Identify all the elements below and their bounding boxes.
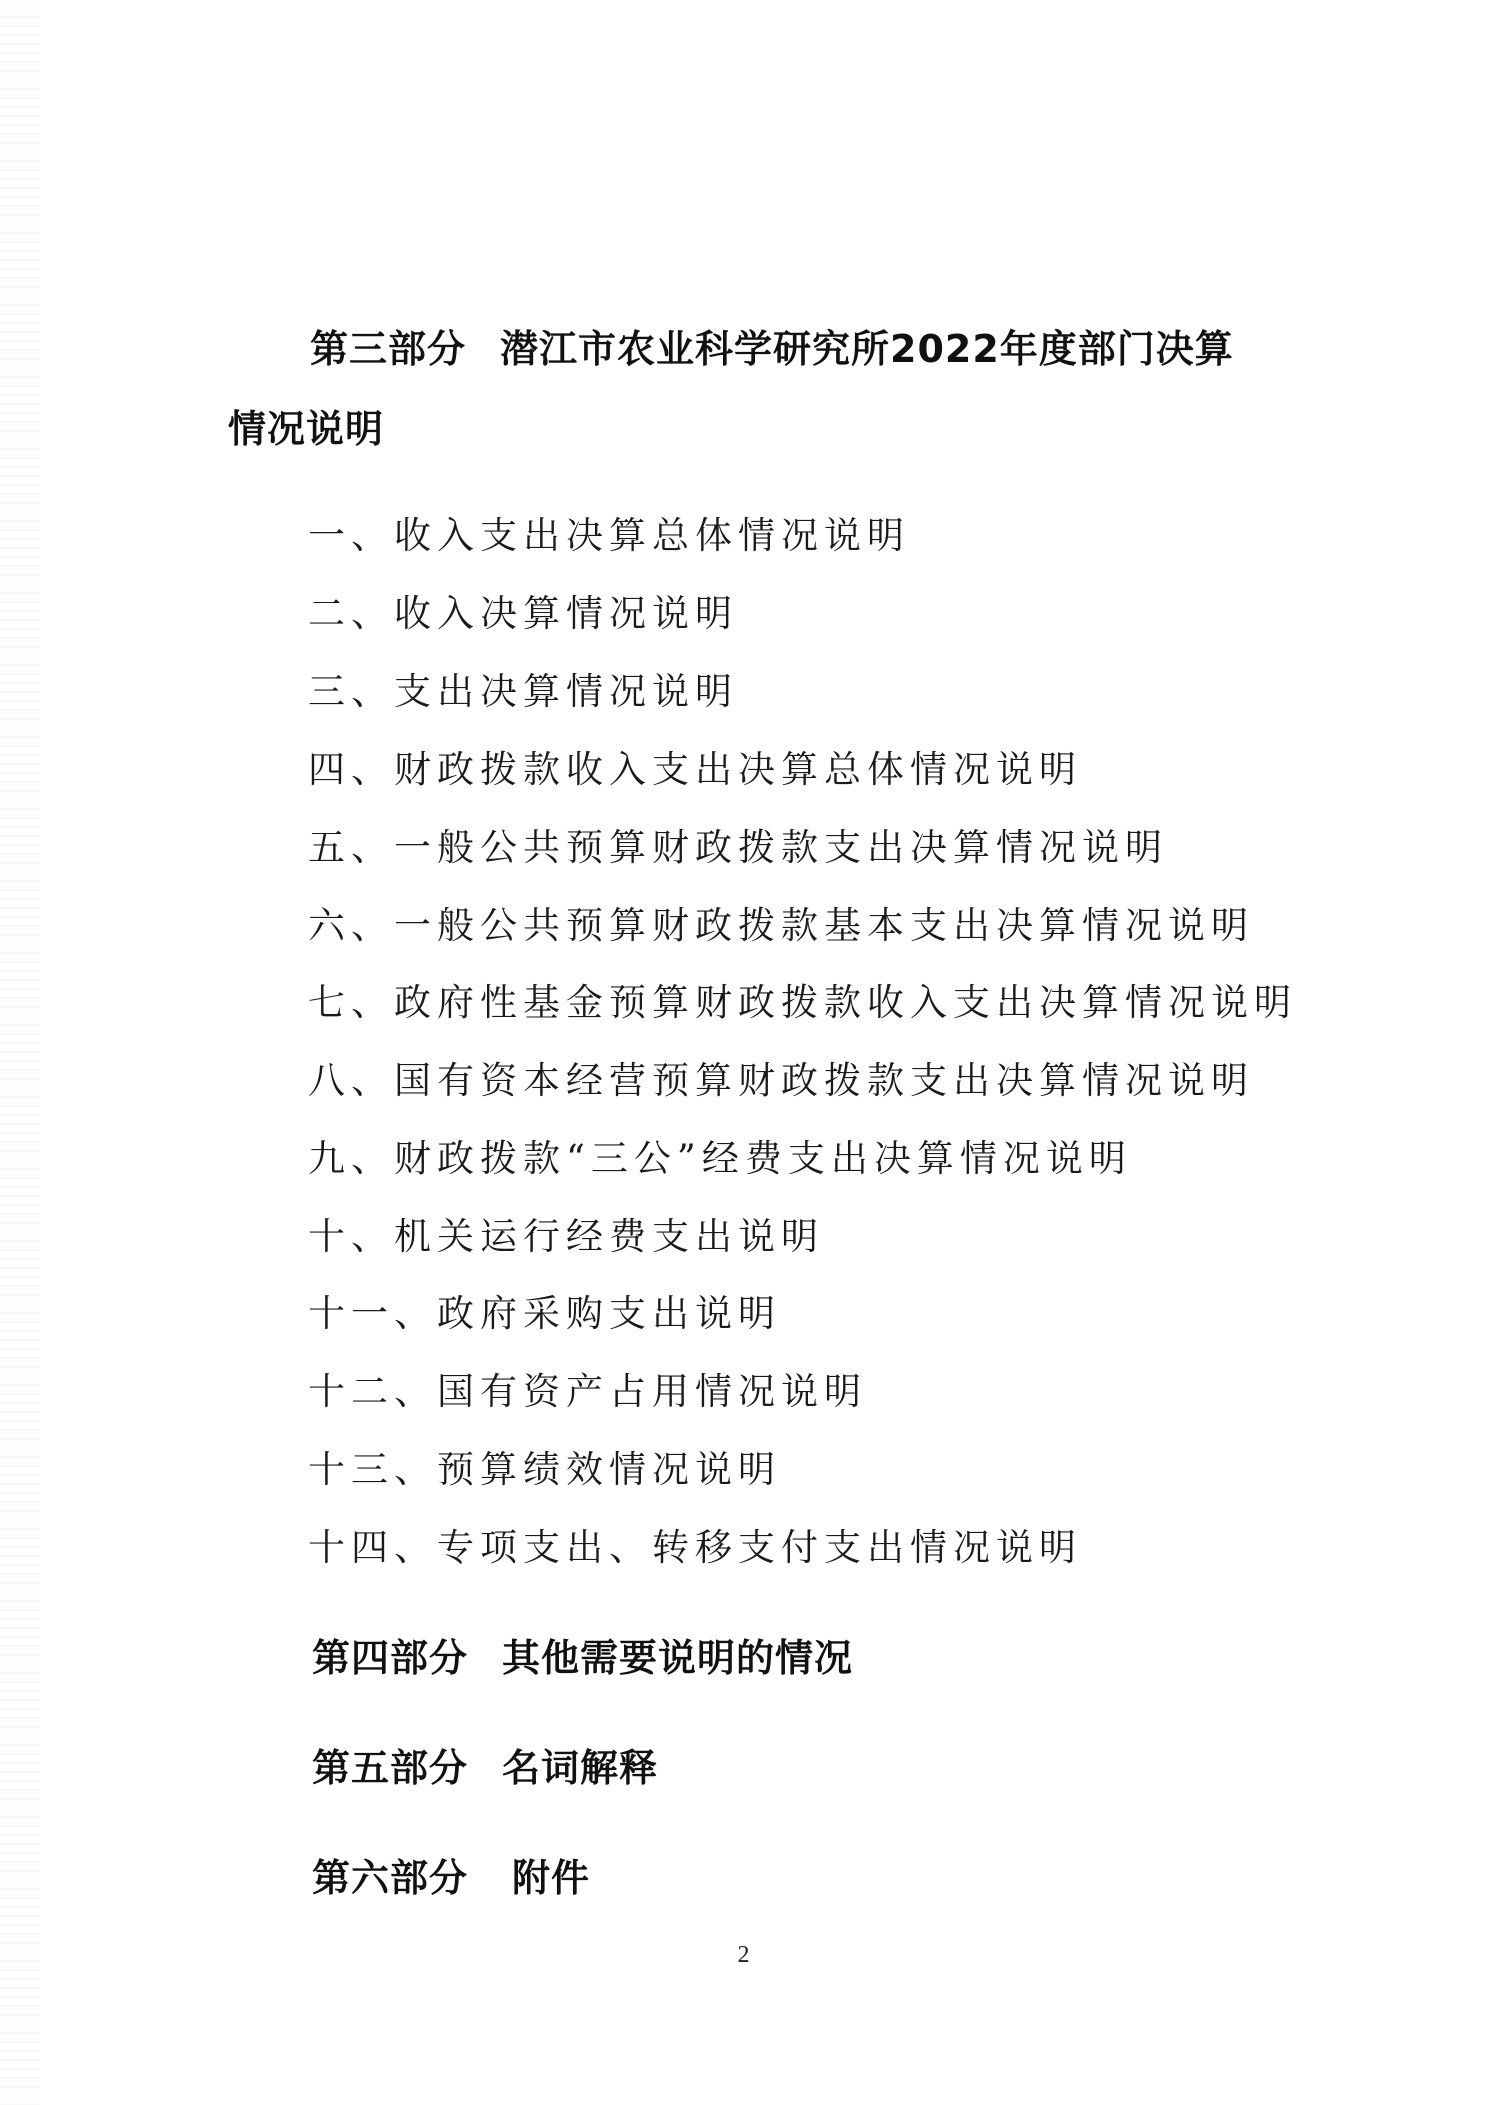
part-three-heading	[310, 318, 1234, 373]
toc-item-8: 八、国有资本经营预算财政拨款支出决算情况说明	[308, 1059, 1254, 1102]
part-six-title: 附件	[512, 1856, 591, 1900]
toc-item-14: 十四、专项支出、转移支付支出情况说明	[308, 1526, 1082, 1569]
toc-item-9: 九、财政拨款“三公”经费支出决算情况说明	[308, 1137, 1132, 1180]
page-number: 2	[737, 1942, 750, 1968]
part-five-label: 第五部分	[312, 1746, 469, 1790]
toc-item-6: 六、一般公共预算财政拨款基本支出决算情况说明	[308, 904, 1254, 947]
part-four-label: 第四部分	[312, 1636, 469, 1680]
toc-item-3: 三、支出决算情况说明	[308, 670, 738, 713]
toc-item-12: 十二、国有资产占用情况说明	[308, 1370, 867, 1413]
toc-item-7: 七、政府性基金预算财政拨款收入支出决算情况说明	[308, 981, 1297, 1024]
toc-item-1: 一、收入支出决算总体情况说明	[308, 514, 910, 557]
toc-item-13: 十三、预算绩效情况说明	[308, 1448, 781, 1491]
part-three-title-line2: 情况说明	[228, 407, 385, 451]
toc-item-4: 四、财政拨款收入支出决算总体情况说明	[308, 748, 1082, 791]
part-five-title: 名词解释	[502, 1746, 659, 1790]
part-six-label: 第六部分	[312, 1856, 469, 1900]
part-five-heading	[312, 1737, 658, 1792]
scan-edge-noise	[0, 0, 40, 2105]
part-three-label: 第三部分	[310, 327, 467, 371]
toc-item-11: 十一、政府采购支出说明	[308, 1292, 781, 1335]
part-four-title: 其他需要说明的情况	[502, 1636, 854, 1680]
toc-item-5: 五、一般公共预算财政拨款支出决算情况说明	[308, 826, 1168, 869]
part-six-heading	[312, 1847, 590, 1902]
part-four-heading	[312, 1627, 853, 1682]
toc-item-10: 十、机关运行经费支出说明	[308, 1215, 824, 1258]
part-three-title-line1: 潜江市农业科学研究所2022年度部门决算	[500, 327, 1234, 371]
toc-item-2: 二、收入决算情况说明	[308, 592, 738, 635]
